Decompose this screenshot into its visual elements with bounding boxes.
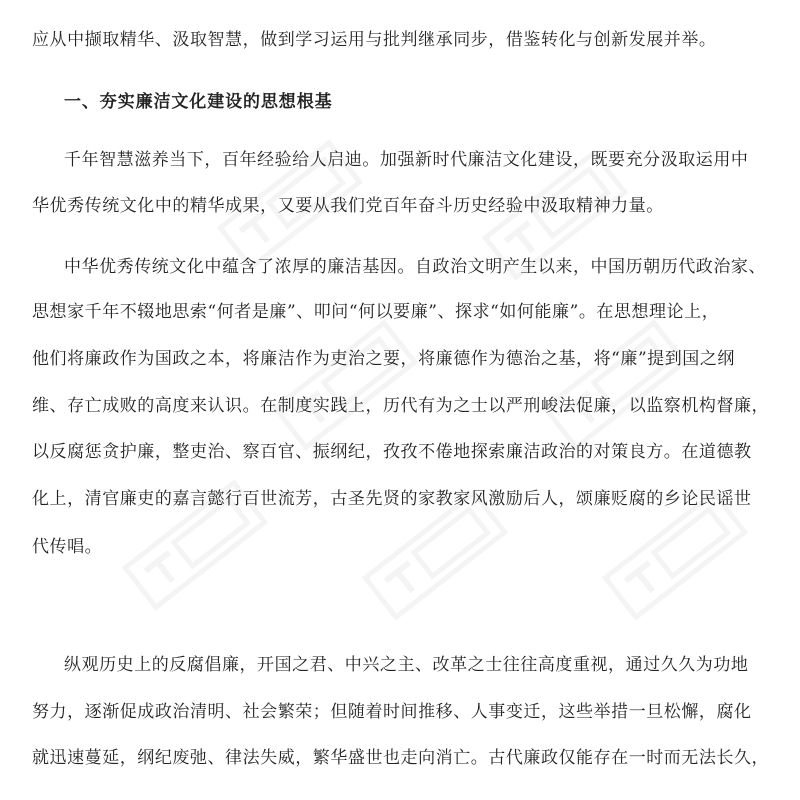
- paragraph-line: 中华优秀传统文化中蕴含了浓厚的廉洁基因。自政治文明产生以来，中国历朝历代政治家、: [64, 257, 766, 277]
- paragraph-line: 代传唱。: [32, 537, 103, 557]
- paragraph-line: 就迅速蔓延，纲纪废弛、律法失威，繁华盛世也走向消亡。古代廉政仅能存在一时而无法长久，: [32, 748, 770, 768]
- watermark-logo: [264, 311, 425, 459]
- paragraph-line: 思想家千年不辍地思索“何者是廉”、叩问“何以要廉”、探求“如何能廉”。在思想理论上，: [32, 302, 720, 322]
- paragraph-line: 华优秀传统文化中的精华成果，又要从我们党百年奋斗历史经验中汲取精神力量。: [32, 196, 664, 216]
- paragraph-line: 以反腐惩贪护廉，整吏治、察百官、振纲纪，孜孜不倦地探索廉洁政治的对策良方。在道德教: [32, 442, 752, 462]
- paragraph-line: 化上，清官廉吏的嘉言懿行百世流芳，古圣先贤的家教家风激励后人，颂廉贬腐的乡论民谣世: [32, 489, 752, 509]
- paragraph-line: 应从中撷取精华、汲取智慧，做到学习运用与批判继承同步，借鉴转化与创新发展并举。: [32, 30, 717, 50]
- paragraph-line: 努力，逐渐促成政治清明、社会繁荣；但随着时间推移、人事变迁，这些举措一旦松懈，腐化: [32, 702, 752, 722]
- paragraph-line: 纵观历史上的反腐倡廉，开国之君、中兴之主、改革之士往往高度重视，通过久久为功地: [64, 655, 749, 675]
- paragraph-line: 维、存亡成败的高度来认识。在制度实践上，历代有为之士以严刑峻法促廉，以监察机构督廉，: [32, 396, 770, 416]
- section-heading: 一、夯实廉洁文化建设的思想根基: [64, 92, 333, 112]
- watermark-logo: [534, 311, 695, 459]
- paragraph-line: 千年智慧滋养当下，百年经验给人启迪。加强新时代廉洁文化建设，既要充分汲取运用中: [64, 150, 749, 170]
- paragraph-line: 他们将廉政作为国政之本，将廉洁作为吏治之要，将廉德作为德治之基，将“廉”提到国之纲: [32, 349, 735, 369]
